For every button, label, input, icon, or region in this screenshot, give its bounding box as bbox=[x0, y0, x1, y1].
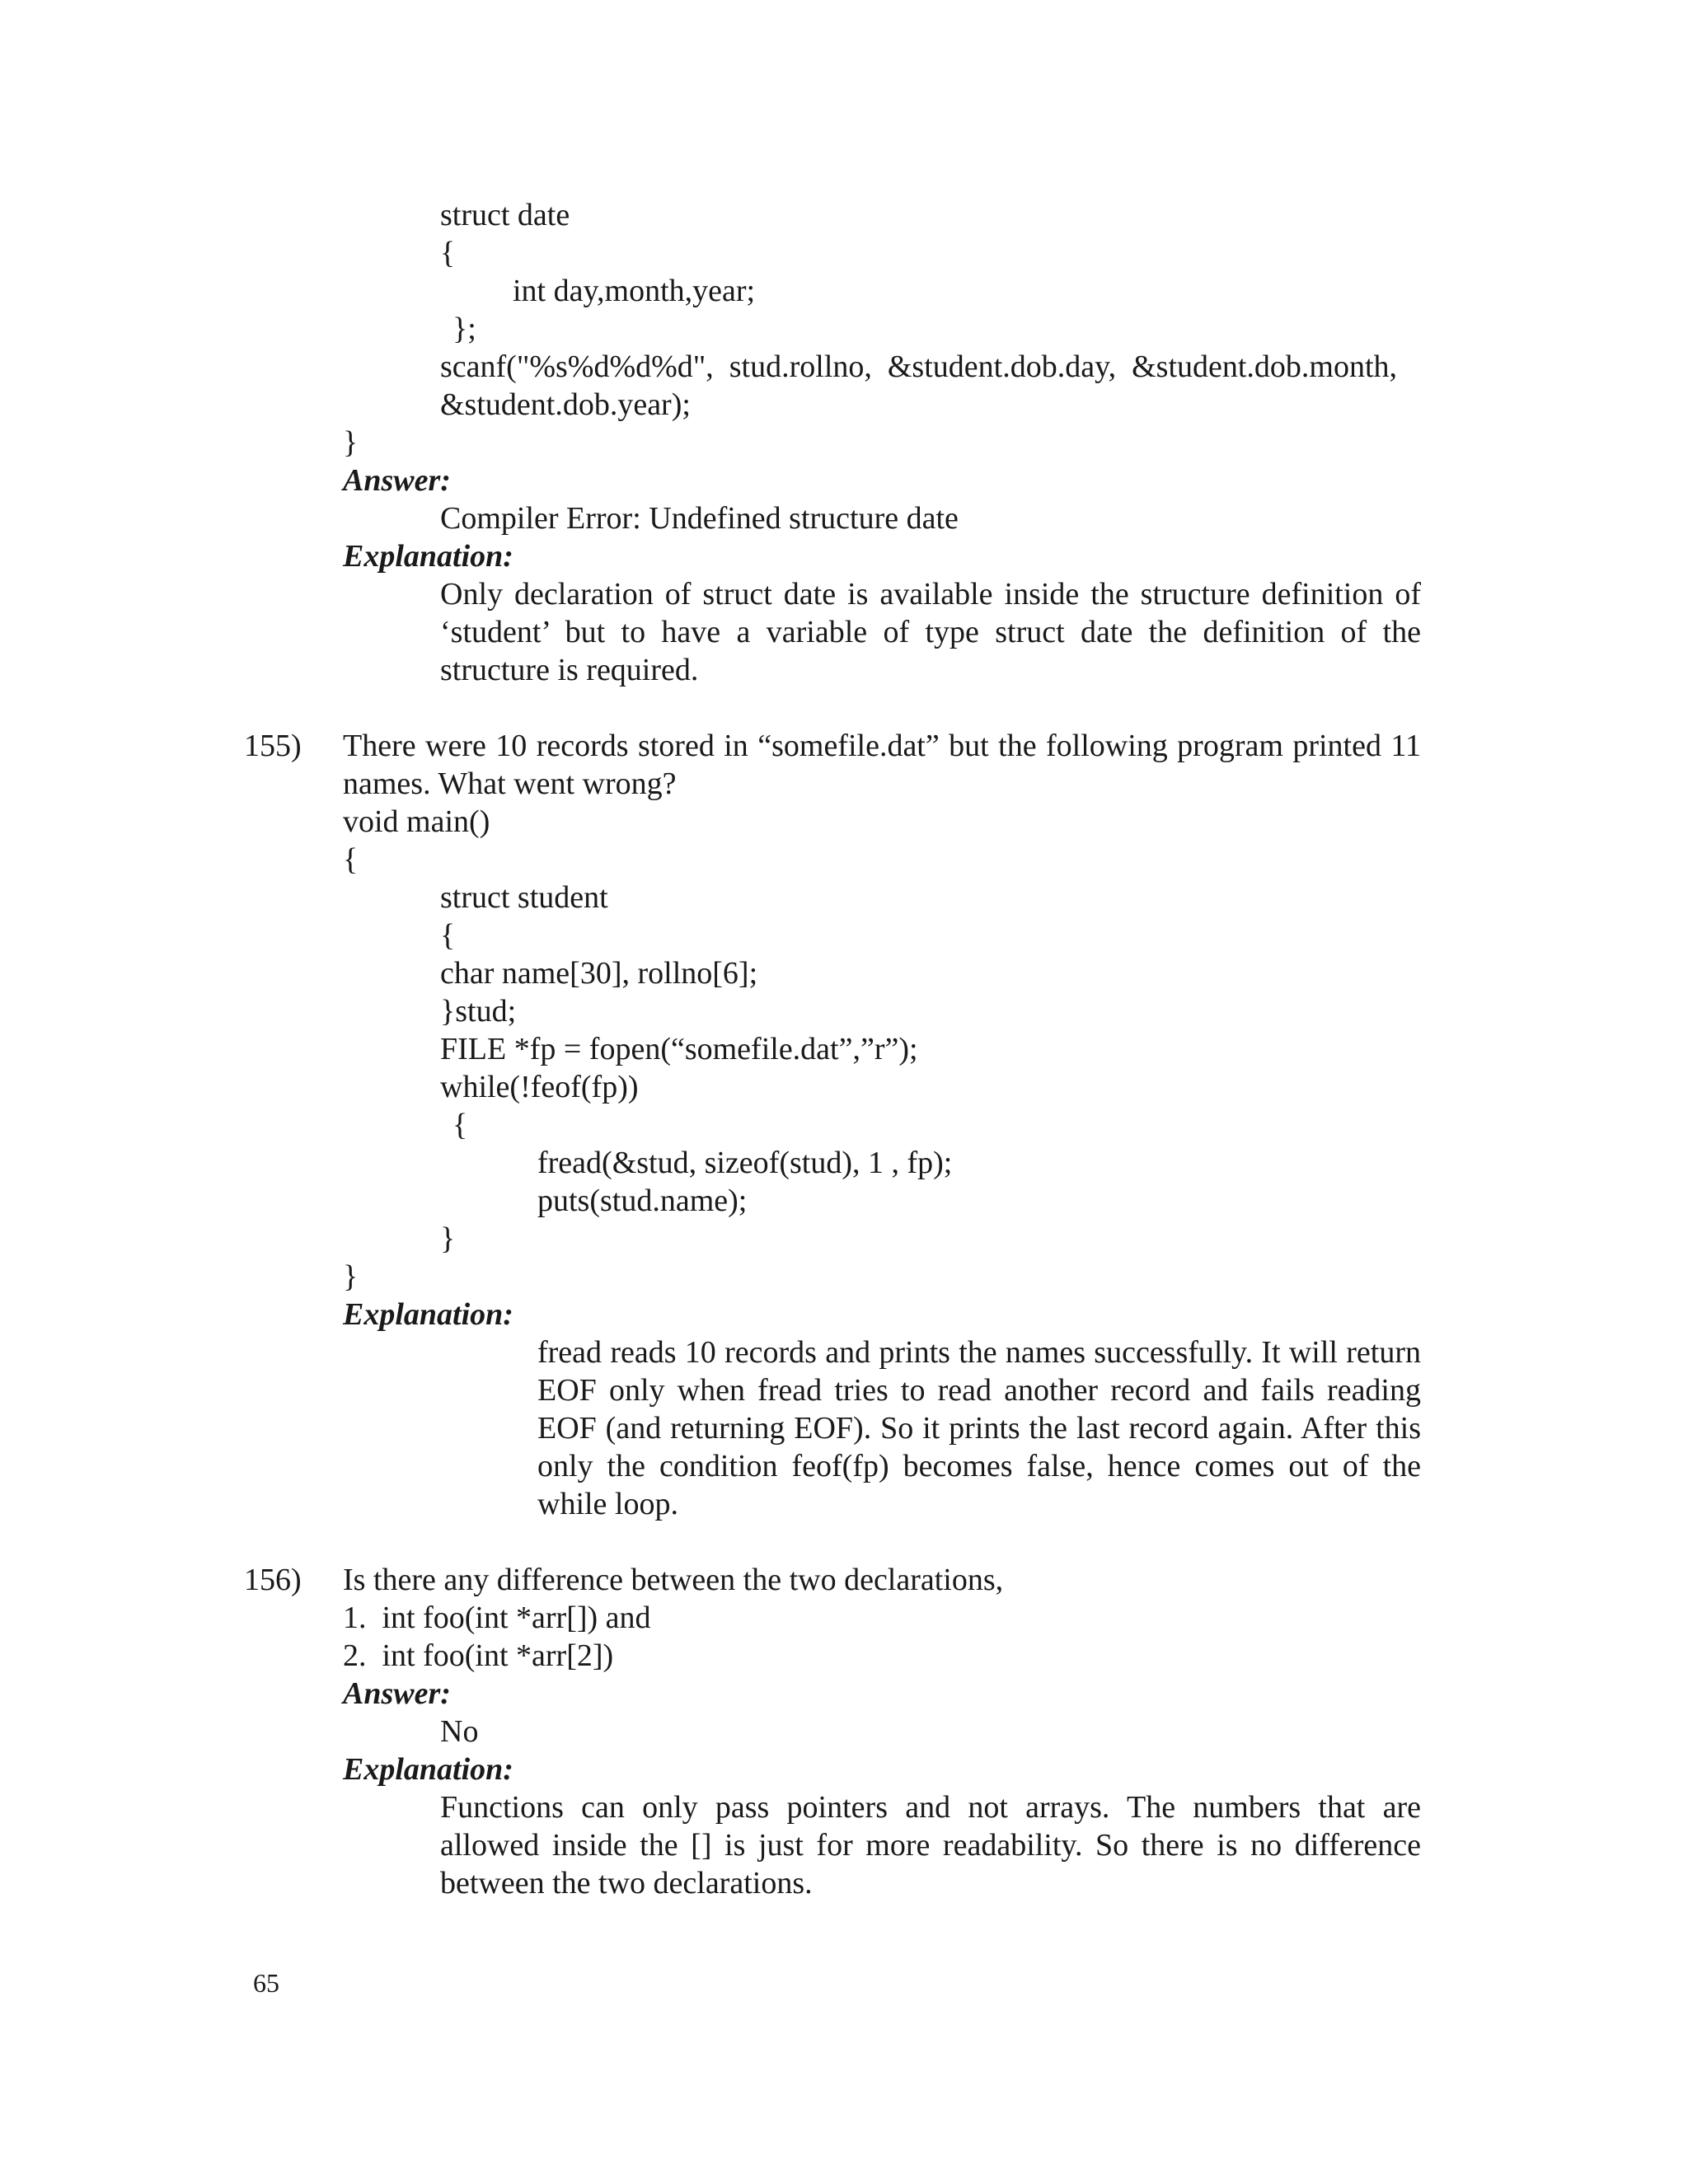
list-item: 1. int foo(int *arr[]) and bbox=[343, 1601, 651, 1635]
code-line: scanf("%s%d%d%d", stud.rollno, &student.dob.day, &student.dob.month, bbox=[440, 349, 1398, 384]
explanation-text: Only declaration of struct date is available inside the structure definition of ‘student’ but to have a variable of type struct date the definition of the structure is required. bbox=[440, 577, 1421, 687]
code-line: struct date bbox=[440, 198, 570, 232]
page-number: 65 bbox=[253, 1968, 279, 1998]
code-line: } bbox=[343, 425, 359, 460]
question-number: 156) bbox=[244, 1563, 302, 1597]
question-number: 155) bbox=[244, 729, 302, 763]
code-line: { bbox=[452, 1108, 468, 1142]
explanation-heading: Explanation: bbox=[343, 1297, 513, 1332]
explanation-text: Functions can only pass pointers and not arrays. The numbers that are allowed inside the [] is just for more readability. So there is no difference between the two declarations. bbox=[440, 1790, 1421, 1900]
code-line: FILE *fp = fopen(“somefile.dat”,”r”); bbox=[440, 1032, 918, 1066]
code-line: { bbox=[440, 236, 456, 270]
answer-text: Compiler Error: Undefined structure date bbox=[440, 501, 959, 536]
code-line: char name[30], rollno[6]; bbox=[440, 956, 758, 991]
explanation-heading: Explanation: bbox=[343, 539, 513, 574]
code-line: struct student bbox=[440, 880, 608, 915]
answer-text: No bbox=[440, 1714, 479, 1749]
explanation-text: fread reads 10 records and prints the names successfully. It will return EOF only when fread tries to read another record and fails reading EOF (and returning EOF). So it prints the last record again. After this only the condition feof(fp) becomes false, hence comes out of the while loop. bbox=[537, 1335, 1421, 1521]
code-line: { bbox=[440, 918, 456, 953]
code-line: void main() bbox=[343, 804, 490, 839]
code-line: { bbox=[343, 842, 359, 877]
answer-heading: Answer: bbox=[343, 1676, 451, 1711]
code-line: }stud; bbox=[440, 994, 517, 1029]
code-line: while(!feof(fp)) bbox=[440, 1070, 639, 1104]
code-line: int day,month,year; bbox=[513, 274, 756, 308]
question-text: Is there any difference between the two declarations, bbox=[343, 1563, 1004, 1597]
code-line: } bbox=[343, 1259, 359, 1294]
code-line: puts(stud.name); bbox=[537, 1183, 748, 1218]
code-line: }; bbox=[452, 312, 476, 346]
answer-heading: Answer: bbox=[343, 463, 451, 498]
list-item: 2. int foo(int *arr[2]) bbox=[343, 1638, 614, 1673]
code-line: &student.dob.year); bbox=[440, 387, 691, 422]
code-line: fread(&stud, sizeof(stud), 1 , fp); bbox=[537, 1146, 953, 1180]
question-text: There were 10 records stored in “somefile.dat” but the following program printed 11 names. What went wrong? bbox=[343, 729, 1421, 801]
code-line: } bbox=[440, 1221, 456, 1256]
explanation-heading: Explanation: bbox=[343, 1752, 513, 1787]
